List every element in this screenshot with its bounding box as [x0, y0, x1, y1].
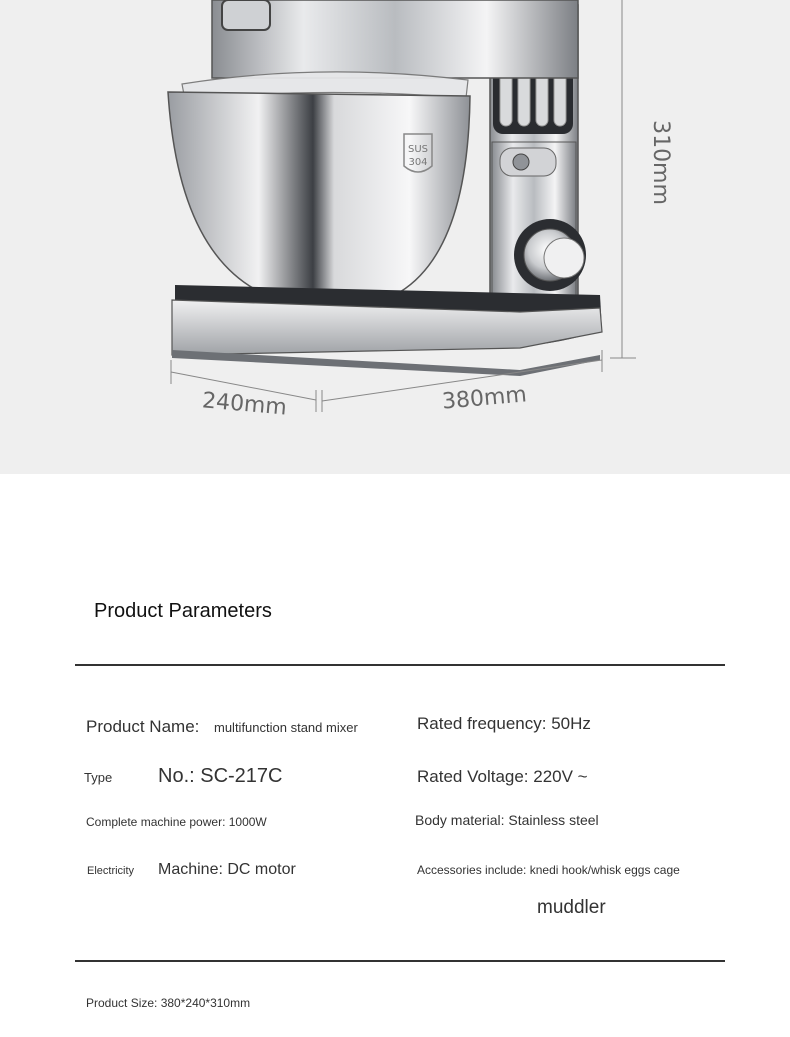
product-image-section: [0, 0, 790, 474]
electricity-value: Machine: DC motor: [158, 861, 296, 878]
width-dimension-label: 240mm: [201, 388, 288, 421]
top-divider: [75, 664, 725, 666]
svg-text:304: 304: [408, 157, 428, 168]
stand-mixer-illustration: [0, 0, 790, 474]
product-size-text: Product Size: 380*240*310mm: [86, 996, 251, 1010]
accessories-text: Accessories include: knedi hook/whisk eggs cage: [417, 863, 680, 877]
bottom-divider: [75, 960, 725, 962]
length-dimension-label: 380mm: [441, 382, 528, 415]
svg-text:SUS: SUS: [407, 144, 429, 155]
section-title: Product Parameters: [94, 600, 272, 622]
body-material-text: Body material: Stainless steel: [415, 812, 599, 828]
accessories-continuation: muddler: [537, 897, 606, 918]
height-dimension-label: 310mm: [647, 120, 673, 205]
product-name-value: multifunction stand mixer: [214, 720, 358, 735]
electricity-label: Electricity: [87, 865, 135, 877]
voltage-text: Rated Voltage: 220V ~: [417, 767, 588, 786]
product-name-label: Product Name:: [86, 717, 200, 736]
frequency-text: Rated frequency: 50Hz: [417, 714, 591, 733]
type-label: Type: [84, 770, 113, 785]
type-value: No.: SC-217C: [158, 765, 283, 787]
power-text: Complete machine power: 1000W: [86, 815, 267, 829]
